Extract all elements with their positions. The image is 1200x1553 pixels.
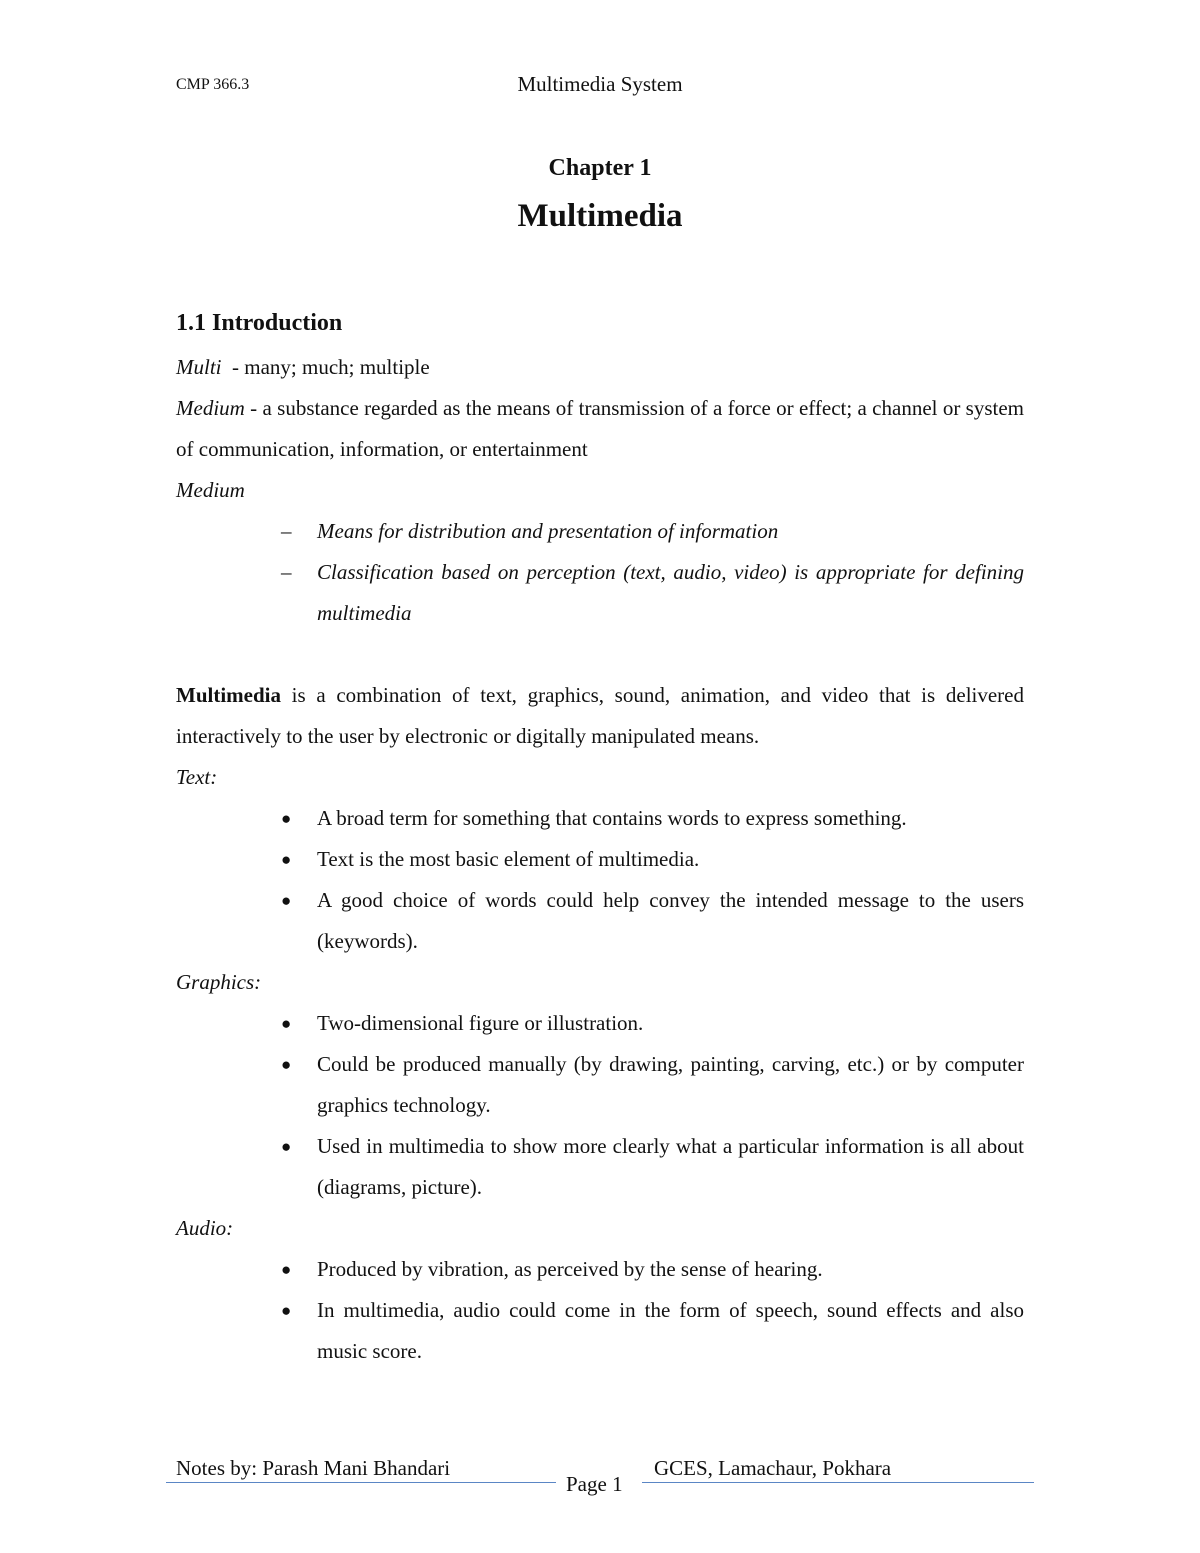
list-item-text: Used in multimedia to show more clearly what a particular information is all about (diagrams, picture). <box>317 1134 1024 1199</box>
medium-points-list <box>176 511 1024 634</box>
document-body <box>176 347 1024 1372</box>
list-item-text: Classification based on perception (text, audio, video) is appropriate for defining multimedia <box>317 560 1024 625</box>
dash-marker: – <box>281 519 292 543</box>
footer-divider-left <box>166 1482 556 1483</box>
list-item-text: Text is the most basic element of multimedia. <box>317 847 700 871</box>
spacer <box>176 634 1024 675</box>
list-item <box>281 1044 1024 1126</box>
list-item-text: A broad term for something that contains words to express something. <box>317 806 907 830</box>
audio-label: Audio: <box>176 1216 234 1240</box>
footer-institution: GCES, Lamachaur, Pokhara <box>654 1456 892 1480</box>
footer-author: Notes by: Parash Mani Bhandari <box>176 1456 451 1480</box>
list-item <box>281 1290 1024 1372</box>
bullet-icon: ● <box>281 1014 292 1033</box>
text-points-list <box>176 798 1024 962</box>
list-item-text: Could be produced manually (by drawing, painting, carving, etc.) or by computer graphics technology. <box>317 1052 1024 1117</box>
chapter-title: Multimedia <box>517 198 683 234</box>
bullet-icon: ● <box>281 850 292 869</box>
list-item <box>281 1249 1024 1290</box>
list-item <box>281 798 1024 839</box>
list-item-text: Produced by vibration, as perceived by the sense of hearing. <box>317 1257 823 1281</box>
multimedia-term: Multimedia <box>176 683 281 707</box>
course-title: Multimedia System <box>517 72 683 96</box>
multi-def-text: - many; much; multiple <box>221 355 430 379</box>
list-item <box>281 1126 1024 1208</box>
graphics-points-list <box>176 1003 1024 1208</box>
medium-def-text: - a substance regarded as the means of transmission of a force or effect; a channel or system of communication, information, or entertainment <box>176 396 1024 461</box>
text-label: Text: <box>176 765 218 789</box>
bullet-icon: ● <box>281 1055 292 1074</box>
bullet-icon: ● <box>281 809 292 828</box>
graphics-label: Graphics: <box>176 970 262 994</box>
bullet-icon: ● <box>281 1260 292 1279</box>
medium-label: Medium <box>176 478 245 502</box>
bullet-icon: ● <box>281 1301 292 1320</box>
list-item <box>281 839 1024 880</box>
list-item <box>281 552 1024 634</box>
list-item <box>281 880 1024 962</box>
multi-term: Multi <box>176 355 222 379</box>
list-item-text: Two-dimensional figure or illustration. <box>317 1011 644 1035</box>
audio-points-list <box>176 1249 1024 1372</box>
bullet-icon: ● <box>281 891 292 910</box>
page-number: Page 1 <box>566 1472 623 1496</box>
medium-definition <box>176 388 1024 470</box>
course-code: CMP 366.3 <box>176 76 250 93</box>
list-item-text: A good choice of words could help convey the intended message to the users (keywords). <box>317 888 1024 953</box>
chapter-number: Chapter 1 <box>548 155 652 181</box>
bullet-icon: ● <box>281 1137 292 1156</box>
medium-term: Medium <box>176 396 245 420</box>
list-item <box>281 511 1024 552</box>
dash-marker: – <box>281 560 292 584</box>
multimedia-definition <box>176 675 1024 757</box>
section-heading: 1.1 Introduction <box>176 310 343 336</box>
footer-divider-right <box>642 1482 1034 1483</box>
list-item-text: In multimedia, audio could come in the form of speech, sound effects and also music score. <box>317 1298 1024 1363</box>
list-item-text: Means for distribution and presentation of information <box>317 519 779 543</box>
multimedia-def-text: is a combination of text, graphics, sound, animation, and video that is delivered interactively to the user by electronic or digitally manipulated means. <box>176 683 1024 748</box>
list-item <box>281 1003 1024 1044</box>
multi-definition <box>176 347 1024 388</box>
